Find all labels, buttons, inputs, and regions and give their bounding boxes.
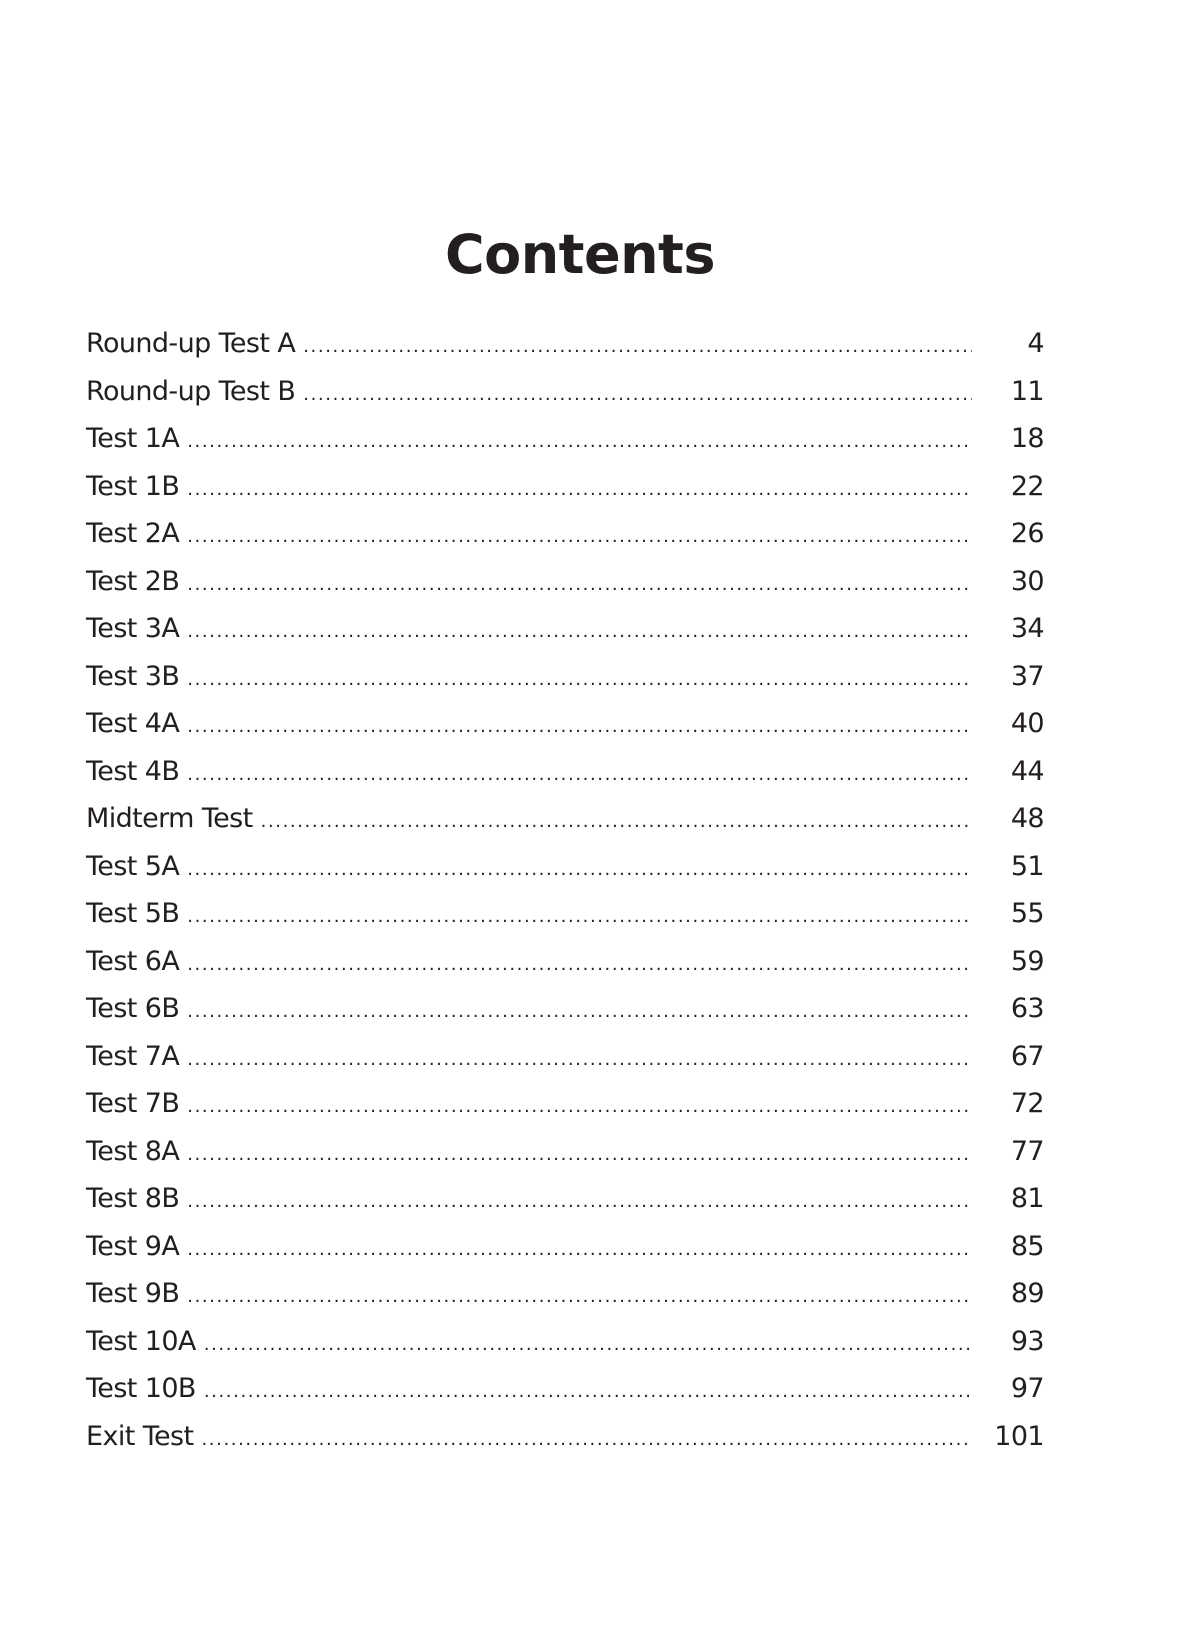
dot-leader	[187, 1036, 972, 1084]
toc-entry	[86, 1175, 1044, 1223]
dot-leader	[303, 323, 972, 371]
toc-entry	[86, 1080, 1044, 1128]
dot-leader	[187, 466, 972, 514]
dot-leader	[187, 418, 972, 466]
toc-entry-label: Test 4B	[86, 755, 180, 787]
toc-entry-label: Test 9A	[86, 1230, 180, 1262]
toc-entry-page-number: 37	[1010, 660, 1044, 692]
toc-entry-page-number: 93	[1010, 1325, 1044, 1357]
toc-entry-label: Test 10A	[86, 1325, 196, 1357]
toc-entry	[86, 938, 1044, 986]
toc-entry	[86, 1223, 1044, 1271]
dot-leader	[187, 941, 972, 989]
toc-entry	[86, 320, 1044, 368]
toc-entry-page-number: 22	[1010, 470, 1044, 502]
toc-entry	[86, 605, 1044, 653]
dot-leader	[303, 371, 972, 419]
dot-leader	[187, 988, 972, 1036]
toc-entry-label: Test 6B	[86, 993, 180, 1024]
toc-entry-page-number: 48	[1010, 803, 1044, 834]
toc-entry-page-number: 18	[1010, 423, 1044, 454]
dot-leader	[261, 798, 972, 846]
toc-entry-page-number: 67	[1010, 1040, 1044, 1072]
dot-leader	[187, 656, 972, 704]
toc-entry-page-number: 26	[1010, 518, 1044, 549]
dot-leader	[204, 1368, 972, 1416]
toc-entry-page-number: 4	[1027, 328, 1044, 359]
dot-leader	[187, 1178, 972, 1226]
toc-entry-page-number: 72	[1010, 1088, 1044, 1119]
toc-entry-label: Exit Test	[86, 1420, 194, 1452]
toc-entry	[86, 415, 1044, 463]
toc-entry	[86, 985, 1044, 1033]
toc-entry-page-number: 51	[1010, 850, 1044, 882]
toc-entry-page-number: 40	[1010, 708, 1044, 739]
toc-entry-label: Midterm Test	[86, 803, 253, 834]
toc-entry-label: Test 7A	[86, 1040, 180, 1072]
toc-entry-label: Test 7B	[86, 1088, 180, 1119]
toc-entry	[86, 1270, 1044, 1318]
dot-leader	[187, 1083, 972, 1131]
toc-entry-label: Test 3B	[86, 660, 180, 692]
toc-entry-page-number: 81	[1010, 1183, 1044, 1214]
toc-entry	[86, 558, 1044, 606]
dot-leader	[187, 893, 972, 941]
toc-entry-label: Test 3A	[86, 613, 180, 644]
toc-entry	[86, 843, 1044, 891]
dot-leader	[187, 1273, 972, 1321]
dot-leader	[187, 513, 972, 561]
toc-entry-label: Test 1B	[86, 470, 180, 502]
dot-leader	[187, 703, 972, 751]
toc-entry-page-number: 77	[1010, 1135, 1044, 1167]
toc-entry-label: Test 8B	[86, 1183, 180, 1214]
toc-entry	[86, 890, 1044, 938]
toc-entry	[86, 368, 1044, 416]
toc-entry-page-number: 85	[1010, 1230, 1044, 1262]
toc-entry	[86, 1413, 1044, 1461]
toc-entry-label: Round-up Test A	[86, 328, 296, 359]
dot-leader	[201, 1416, 972, 1464]
dot-leader	[187, 608, 972, 656]
toc-entry-page-number: 34	[1010, 613, 1044, 644]
dot-leader	[187, 1226, 972, 1274]
toc-entry	[86, 1033, 1044, 1081]
toc-entry-page-number: 63	[1010, 993, 1044, 1024]
toc-entry-page-number: 11	[1010, 375, 1044, 407]
toc-entry-label: Test 10B	[86, 1373, 196, 1404]
toc-entry-label: Round-up Test B	[86, 375, 296, 407]
toc-entry-page-number: 101	[994, 1420, 1044, 1452]
toc-entry-page-number: 89	[1010, 1278, 1044, 1309]
toc-entry-page-number: 97	[1010, 1373, 1044, 1404]
toc-entry-label: Test 8A	[86, 1135, 180, 1167]
toc-entry-page-number: 30	[1010, 565, 1044, 597]
toc-entry	[86, 795, 1044, 843]
dot-leader	[187, 561, 972, 609]
toc-entry	[86, 463, 1044, 511]
toc-entry-label: Test 4A	[86, 708, 180, 739]
toc-entry-label: Test 9B	[86, 1278, 180, 1309]
toc-entry	[86, 1318, 1044, 1366]
table-of-contents	[86, 320, 1044, 1460]
toc-entry	[86, 653, 1044, 701]
toc-entry	[86, 1365, 1044, 1413]
dot-leader	[187, 846, 972, 894]
toc-entry-label: Test 6A	[86, 945, 180, 977]
toc-entry-label: Test 2A	[86, 518, 180, 549]
toc-entry-page-number: 55	[1010, 898, 1044, 929]
toc-entry-page-number: 44	[1010, 755, 1044, 787]
toc-entry	[86, 510, 1044, 558]
toc-entry-label: Test 2B	[86, 565, 180, 597]
toc-entry-page-number: 59	[1010, 945, 1044, 977]
dot-leader	[187, 1131, 972, 1179]
dot-leader	[204, 1321, 972, 1369]
toc-entry	[86, 1128, 1044, 1176]
page-title: Contents	[444, 223, 715, 286]
toc-entry-label: Test 1A	[86, 423, 180, 454]
toc-entry	[86, 700, 1044, 748]
dot-leader	[187, 751, 972, 799]
toc-entry	[86, 748, 1044, 796]
toc-entry-label: Test 5A	[86, 850, 180, 882]
toc-entry-label: Test 5B	[86, 898, 180, 929]
